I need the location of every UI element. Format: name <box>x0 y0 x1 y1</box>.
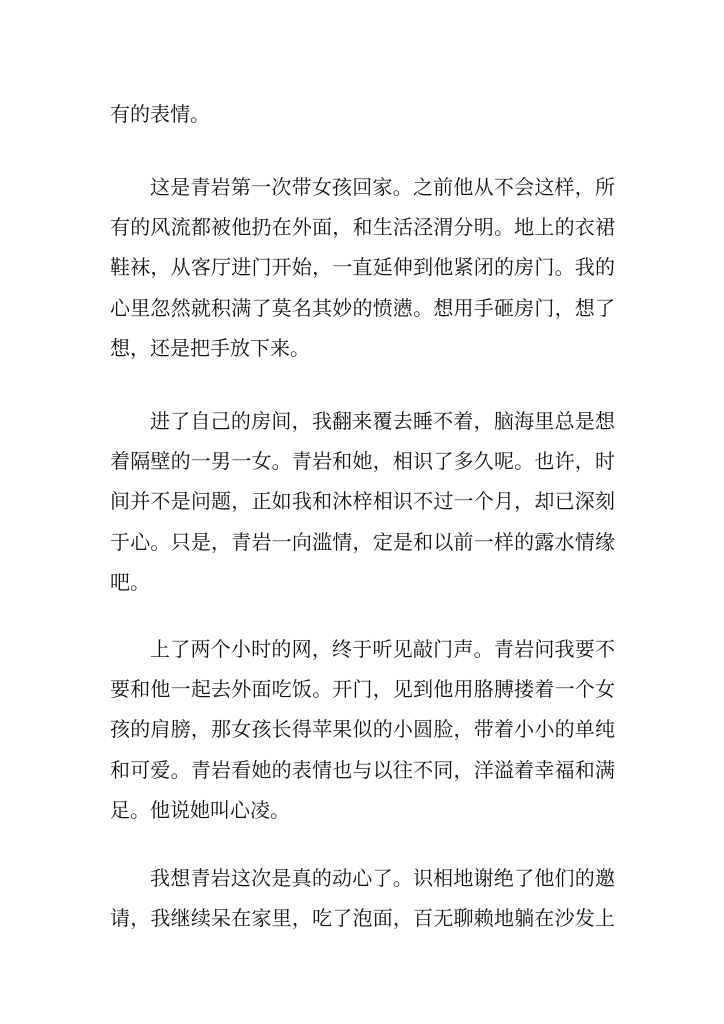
paragraph-line: 鞋袜，从客厅进门开始，一直延伸到他紧闭的房门。我的 <box>110 255 615 279</box>
paragraph-line: 间并不是问题，正如我和沐梓相识不过一个月，却已深刻 <box>110 489 615 513</box>
paragraph-line: 吧。 <box>110 570 150 594</box>
paragraph-line: 着隔壁的一男一女。青岩和她，相识了多久呢。也许，时 <box>110 449 615 473</box>
paragraph-line: 想，还是把手放下来。 <box>110 336 310 360</box>
paragraph-line: 有的风流都被他扔在外面，和生活泾渭分明。地上的衣裙 <box>110 215 615 239</box>
paragraph-line: 进了自己的房间，我翻来覆去睡不着，脑海里总是想 <box>150 409 615 433</box>
paragraph-line: 心里忽然就积满了莫名其妙的愤懑。想用手砸房门，想了 <box>110 296 615 320</box>
paragraph-line: 于心。只是，青岩一向滥情，定是和以前一样的露水情缘 <box>110 530 615 554</box>
paragraph-line: 我想青岩这次是真的动心了。识相地谢绝了他们的邀 <box>150 866 615 890</box>
paragraph-line: 和可爱。青岩看她的表情也与以往不同，洋溢着幸福和满 <box>110 758 615 782</box>
paragraph-line: 这是青岩第一次带女孩回家。之前他从不会这样，所 <box>150 175 615 199</box>
paragraph-line: 有的表情。 <box>110 102 210 126</box>
paragraph-line: 孩的肩膀，那女孩长得苹果似的小圆脸，带着小小的单纯 <box>110 717 615 741</box>
paragraph-line: 足。他说她叫心凌。 <box>110 798 290 822</box>
paragraph-line: 要和他一起去外面吃饭。开门，见到他用胳膊搂着一个女 <box>110 677 615 701</box>
paragraph-line: 请，我继续呆在家里，吃了泡面，百无聊赖地躺在沙发上 <box>110 906 615 930</box>
paragraph-line: 上了两个小时的网，终于听见敲门声。青岩问我要不 <box>150 637 615 661</box>
